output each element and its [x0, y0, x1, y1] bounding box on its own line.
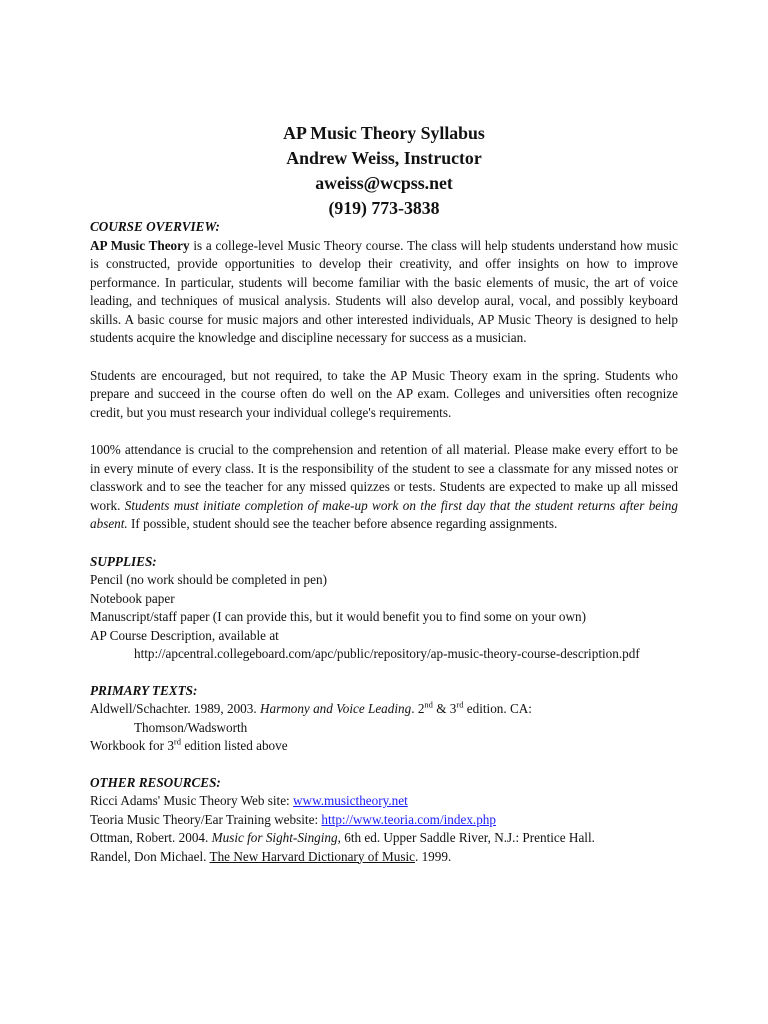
supplies-heading: SUPPLIES:: [90, 553, 157, 569]
resource-part: Ottman, Robert. 2004.: [90, 830, 212, 845]
instructor-email: aweiss@wcpss.net: [315, 173, 453, 193]
course-name: AP Music Theory: [90, 237, 190, 253]
primary-texts-section: [90, 682, 678, 756]
supplies-section: [90, 553, 678, 664]
resource-label: Teoria Music Theory/Ear Training website:: [90, 811, 322, 827]
resource-label: Ricci Adams' Music Theory Web site:: [90, 793, 294, 808]
teoria-link[interactable]: http://www.teoria.com/index.php: [321, 811, 496, 827]
primary-text-1: [90, 700, 678, 719]
primary-text-1-authors: Aldwell/Schachter. 1989, 2003.: [90, 701, 260, 716]
primary-text-2-part: Workbook for 3: [90, 738, 174, 753]
resource-item: [90, 848, 678, 867]
overview-paragraph-1-text: is a college-level Music Theory course. The class will help students understand how music is constructed, provide opportunities to develop their creativity, and offer insights on how to improve performance. In particular, students will become familiar with the basic elements of music, the art of voice leading, and techniques of musical analysis. Students will also develop aural, vocal, and possibly keyboard skills. A basic course for music majors and other interested individuals, AP Music Theory is designed to help students acquire the knowledge and discipline necessary for success as a musician.: [90, 237, 678, 345]
document-body: [90, 218, 678, 866]
ordinal-suffix: rd: [173, 736, 182, 747]
attendance-text-a: 100% attendance is crucial to the comprehension and retention of all material. Please make every effort to be in every minute of every class. It is the responsibility of the student to see a classmate for any missed notes or classwork and to see the teacher for any missed quizzes or tests. Students are expected to make up all missed work.: [90, 442, 678, 513]
document-title: AP Music Theory Syllabus: [283, 123, 485, 143]
primary-text-2: [90, 737, 678, 756]
resource-part: . 1999.: [414, 848, 452, 864]
other-resources-heading: OTHER RESOURCES:: [90, 774, 221, 790]
supply-item: AP Course Description, available at: [90, 627, 279, 643]
musictheory-link[interactable]: www.musictheory.net: [293, 793, 408, 808]
primary-text-1-publisher: Thomson/Wadsworth: [134, 719, 248, 735]
document-header: [0, 121, 768, 221]
overview-paragraph-2: Students are encouraged, but not required, to take the AP Music Theory exam in the spring. Students who prepare and succeed in the course often do well on the AP exam. Colleges and universities often recognize credit, but you must research your individual college's requirements.: [90, 367, 678, 420]
resource-book-title: The New Harvard Dictionary of Music: [209, 848, 415, 864]
ordinal-suffix: nd: [424, 699, 433, 710]
primary-text-1-title: Harmony and Voice Leading: [259, 701, 412, 716]
instructor-name: Andrew Weiss, Instructor: [286, 148, 482, 168]
primary-text-1-part: & 3: [432, 701, 457, 716]
resource-book-title: Music for Sight-Singing: [211, 830, 338, 845]
course-description-url: http://apcentral.collegeboard.com/apc/public/repository/ap-music-theory-course-description.pdf: [134, 646, 640, 661]
makeup-policy-text: Students must initiate completion of make-up work on the first day that the student returns after being absent.: [90, 497, 678, 531]
primary-texts-heading: PRIMARY TEXTS:: [90, 682, 198, 698]
resource-part: Randel, Don Michael.: [90, 848, 210, 864]
course-overview-section: [90, 218, 678, 534]
supply-item: Manuscript/staff paper (I can provide this, but it would benefit you to find some on your own): [90, 609, 587, 624]
other-resources-section: [90, 774, 678, 867]
resource-item: [90, 829, 678, 848]
attendance-paragraph: [90, 441, 678, 534]
supply-item: Notebook paper: [90, 590, 175, 606]
supply-item: Pencil (no work should be completed in pen): [90, 572, 327, 587]
primary-text-2-part: edition listed above: [181, 738, 288, 753]
overview-paragraph-1: [90, 237, 678, 348]
resource-item: [90, 792, 678, 811]
resource-item: [90, 811, 678, 830]
ordinal-suffix: rd: [456, 699, 464, 710]
attendance-text-b: If possible, student should see the teacher before absence regarding assignments.: [127, 516, 558, 531]
primary-text-1-part: edition. CA:: [463, 701, 532, 716]
course-overview-heading: COURSE OVERVIEW:: [90, 219, 220, 234]
primary-text-1-part: . 2: [411, 701, 425, 716]
resource-part: , 6th ed. Upper Saddle River, N.J.: Prentice Hall.: [337, 830, 595, 845]
instructor-phone: (919) 773-3838: [328, 198, 440, 218]
